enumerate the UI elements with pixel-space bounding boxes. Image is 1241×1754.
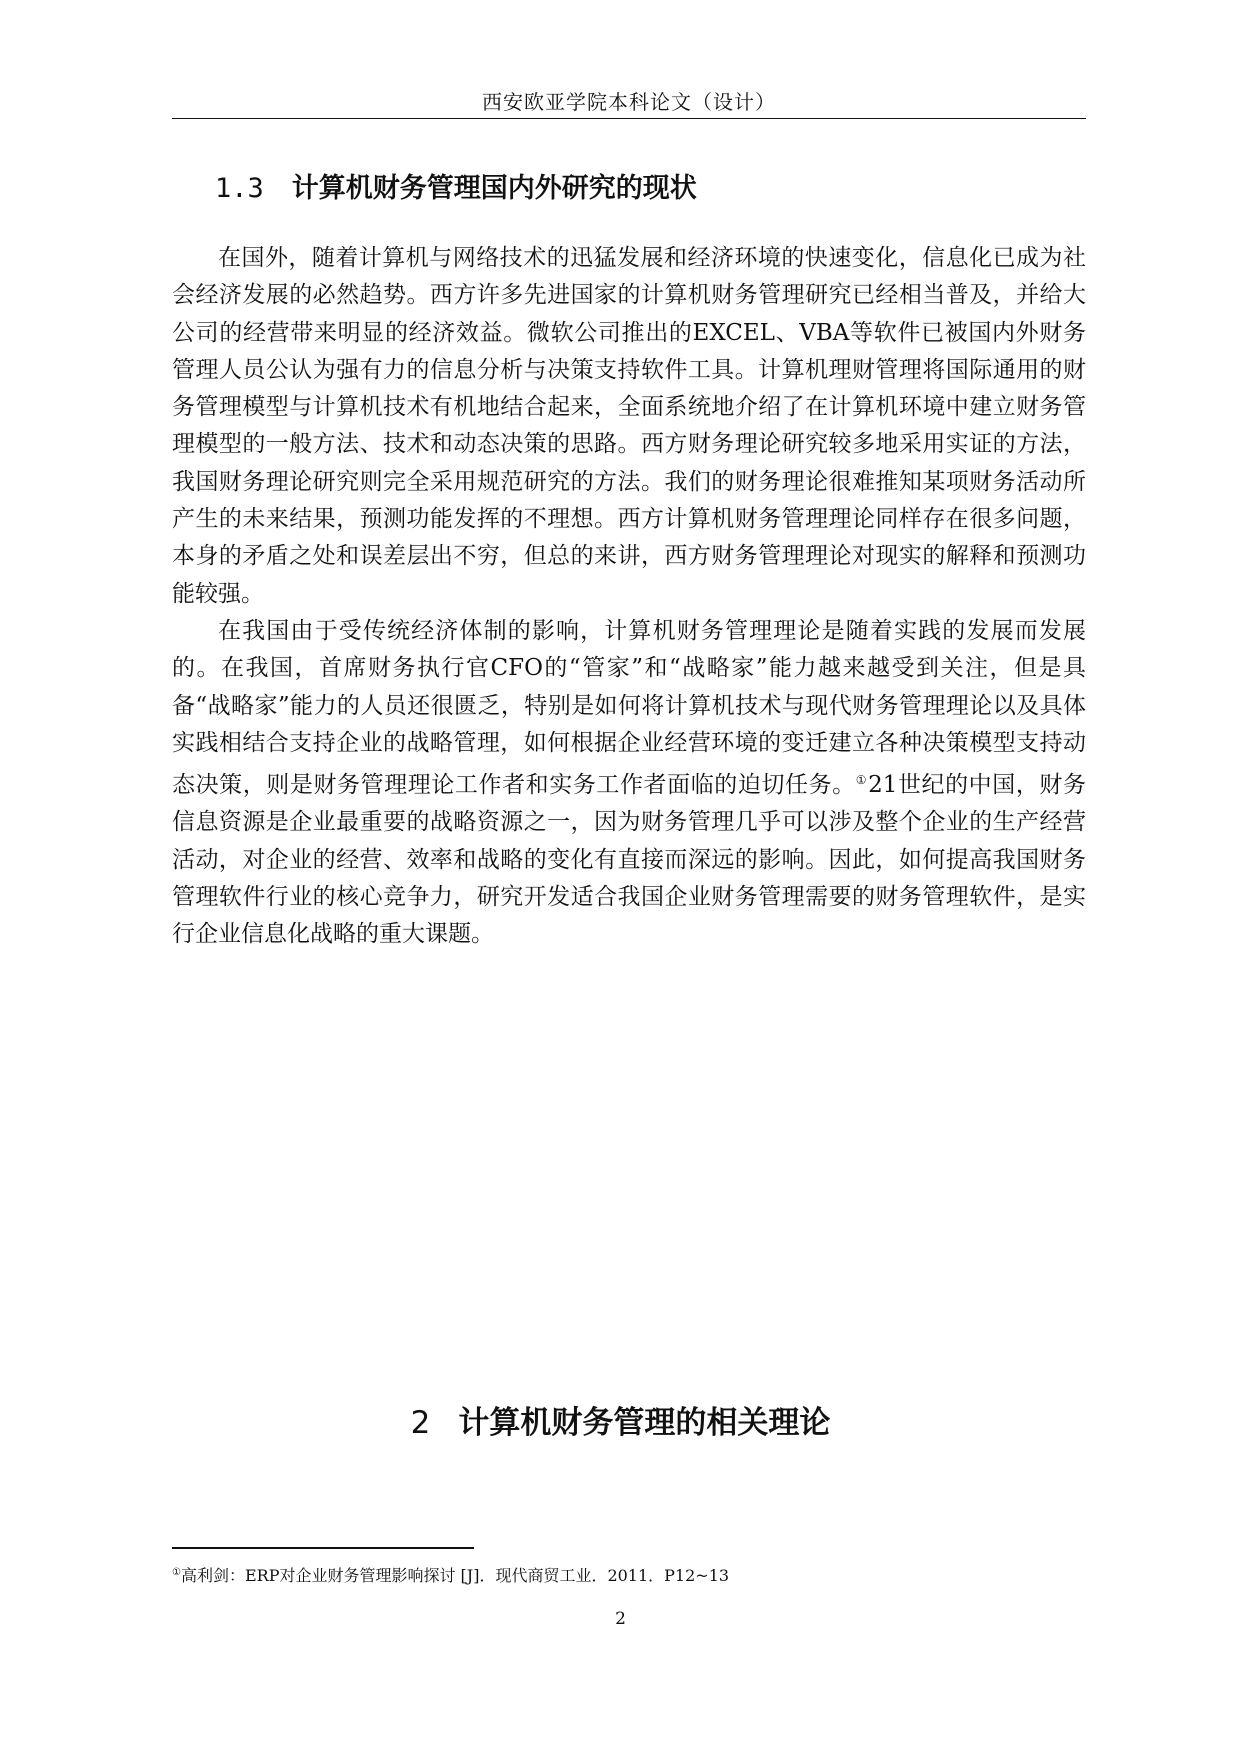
footnote-separator [172,1547,474,1549]
footnote-reference-mark: ① [855,773,868,788]
chapter-heading [0,1397,1241,1442]
paragraph-1: 在国外，随着计算机与网络技术的迅猛发展和经济环境的快速变化，信息化已成为社会经济发展的必然趋势。西方许多先进国家的计算机财务管理研究已经相当普及，并给大公司的经营带来明显的经济效益。微软公司推出的EXCEL、VBA等软件已被国内外财务管理人员公认为强有力的信息分析与决策支持软件工具。计算机理财管理将国际通用的财务管理模型与计算机技术有机地结合起来，全面系统地介绍了在计算机环境中建立财务管理模型的一般方法、技术和动态决策的思路。西方财务理论研究较多地采用实证的方法，我国财务理论研究则完全采用规范研究的方法。我们的财务理论很难推知某项财务活动所产生的未来结果，预测功能发挥的不理想。西方计算机财务管理理论同样存在很多问题，本身的矛盾之处和误差层出不穷，但总的来讲，西方财务管理理论对现实的解释和预测功能较强。 [172,245,1086,607]
paragraph-2-after: 21世纪的中国，财务信息资源是企业最重要的战略资源之一，因为财务管理几乎可以涉及整个企业的生产经营活动，对企业的经营、效率和战略的变化有直接而深远的影响。因此，如何提高我国财务管理软件行业的核心竞争力，研究开发适合我国企业财务管理需要的财务管理软件，是实行企业信息化战略的重大课题。 [172,772,1086,948]
footnote [172,1563,729,1586]
section-title: 计算机财务管理国内外研究的现状 [291,173,697,204]
section-number: 1.3 [215,173,264,204]
footnote-text: 高利剑：ERP对企业财务管理影响探讨 [J]．现代商贸工业．2011．P12~13 [180,1566,730,1585]
chapter-title: 计算机财务管理的相关理论 [458,1405,831,1441]
page-number: 2 [615,1609,626,1629]
chapter-number: 2 [410,1405,431,1441]
page-header [172,84,1086,119]
section-heading [215,166,697,205]
paragraph-2-before: 在我国由于受传统经济体制的影响，计算机财务管理理论是随着实践的发展而发展的。在我国，首席财务执行官CFO的“管家”和“战略家”能力越来越受到关注，但是具备“战略家”能力的人员还很匮乏，特别是如何将计算机技术与现代财务管理理论以及具体实践相结合支持企业的战略管理，如何根据企业经营环境的变迁建立各种决策模型支持动态决策，则是财务管理理论工作者和实务工作者面临的迫切任务。 [172,617,1086,799]
footnote-mark: ① [172,1567,181,1578]
body-text [172,240,1086,954]
paragraph-2 [172,613,1086,954]
header-title: 西安欧亚学院本科论文（设计） [482,90,776,114]
